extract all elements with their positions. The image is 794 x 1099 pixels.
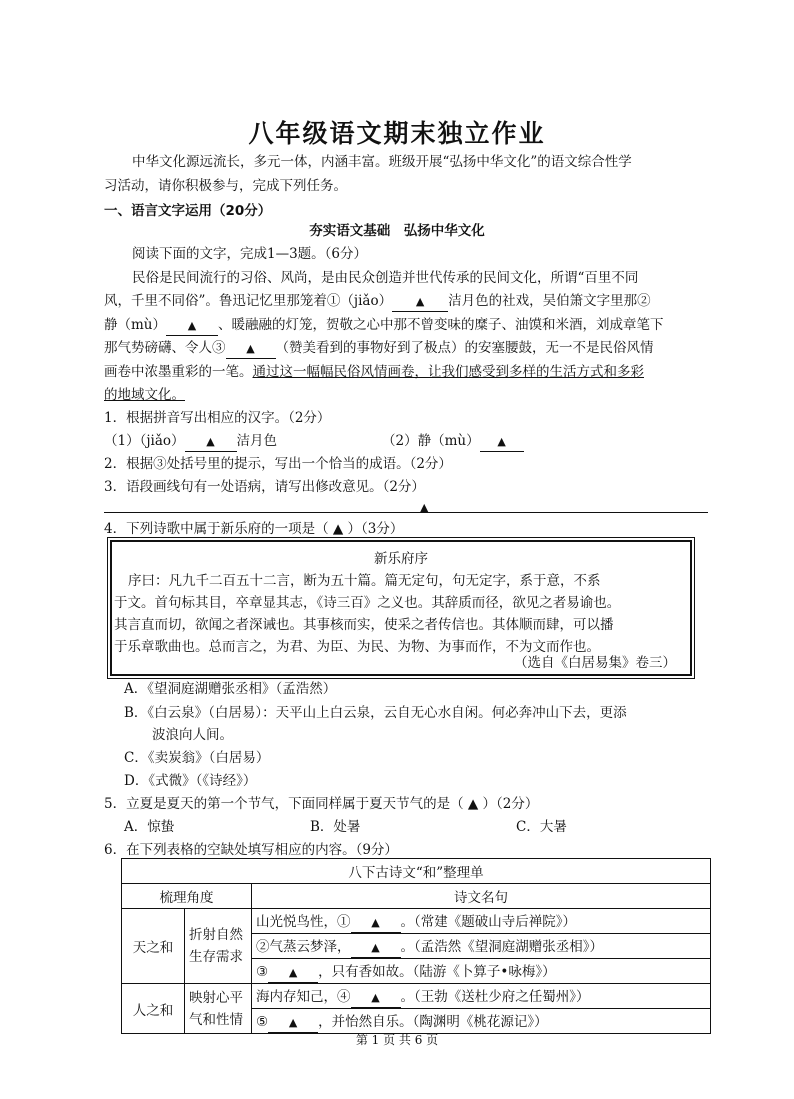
triangle-mark: ▲ <box>246 342 255 355</box>
passage-line-5a: 画卷中浓墨重彩的一笔。 <box>104 364 253 380</box>
row2-pre: ②气蒸云梦泽， <box>256 938 351 955</box>
preface-title: 新乐府序 <box>374 551 428 567</box>
question-3: 3．语段画线句有一处语病，请写出修改意见。（2分） <box>104 479 425 495</box>
triangle-mark: ▲ <box>187 319 197 332</box>
row5-pre: ⑤ <box>256 1013 269 1030</box>
passage-line-6: 的地域文化。 <box>104 387 185 403</box>
passage-line-4a: 那气势磅礴、令人③ <box>104 340 226 356</box>
table-row <box>252 909 711 934</box>
answer-blank-3[interactable] <box>226 339 276 359</box>
page-footer: 第 1 页 共 6 页 <box>355 1033 439 1047</box>
triangle-mark: ▲ <box>415 295 425 308</box>
row4-post: 。（王勃《送杜少府之任蜀州》） <box>400 988 590 1005</box>
passage-line-2 <box>104 288 651 314</box>
option-5a[interactable]: A．惊蛰 <box>124 819 175 835</box>
q1-item-b: （2）静（mù） <box>382 433 480 449</box>
table-row <box>252 984 711 1009</box>
table-row <box>252 934 711 959</box>
row2-post: 。（孟浩然《望洞庭湖赠张丞相》） <box>400 938 603 955</box>
intro-line-2: 习活动，请你积极参与，完成下列任务。 <box>104 178 347 194</box>
row3-post: ，只有香如故。（陆游《卜算子•咏梅》） <box>318 963 556 980</box>
passage-line-5 <box>104 359 644 385</box>
answer-blank-2[interactable] <box>166 316 218 336</box>
category-human-sub: 映射心平气和性情 <box>185 984 252 1034</box>
answer-blank-t2[interactable] <box>351 938 401 958</box>
passage-line-4b: （赞美看到的事物好到了极点）的安塞腰鼓，无一不是民俗风情 <box>275 340 654 356</box>
row5-post: ，并怡然自乐。（陶渊明《桃花源记》） <box>318 1013 548 1030</box>
passage-line-4 <box>104 335 654 361</box>
question-1: 1．根据拼音写出相应的汉字。（2分） <box>104 410 331 426</box>
answer-blank-t1[interactable] <box>351 913 401 933</box>
question-4: 4．下列诗歌中属于新乐府的一项是（ ▲ ）（3分） <box>104 521 404 537</box>
option-4c[interactable]: C．《卖炭翁》（白居易） <box>124 750 270 766</box>
question-5: 5．立夏是夏天的第一个节气，下面同样属于夏天节气的是（ ▲ ）（2分） <box>104 796 539 812</box>
category-heaven: 天之和 <box>122 909 185 984</box>
option-4b[interactable]: B．《白云泉》（白居易）：天平山上白云泉，云自无心水自闲。何必奔冲山下去，更添 <box>124 705 627 721</box>
answer-blank-t4[interactable] <box>351 988 401 1008</box>
category-heaven-sub: 折射自然生存需求 <box>185 909 252 984</box>
triangle-mark: ▲ <box>288 965 298 979</box>
question-2: 2．根据③处括号里的提示，写出一个恰当的成语。（2分） <box>104 456 452 472</box>
triangle-mark: ▲ <box>420 501 429 514</box>
poetry-table <box>121 858 711 1034</box>
option-5c[interactable]: C．大暑 <box>516 819 567 835</box>
table-header-angle: 梳理角度 <box>122 884 252 909</box>
triangle-mark: ▲ <box>371 915 380 929</box>
table-header-lines: 诗文名句 <box>252 884 711 909</box>
passage-line-3a: 静（mù） <box>104 317 166 333</box>
q1-item-a-tail: 洁月色 <box>236 433 278 449</box>
row1-post: 。（常建《题破山寺后禅院》） <box>400 913 576 930</box>
option-4d[interactable]: D．《式微》（《诗经》） <box>124 773 257 789</box>
answer-blank-t5[interactable] <box>268 1013 318 1033</box>
answer-blank-q1a[interactable] <box>185 432 237 452</box>
triangle-mark: ▲ <box>371 940 380 954</box>
question-6: 6．在下列表格的空缺处填写相应的内容。（9分） <box>104 842 398 858</box>
answer-blank-1[interactable] <box>392 292 448 312</box>
passage-line-1: 民俗是民间流行的习俗、风尚，是由民众创造并世代传承的民间文化，所谓“百里不同 <box>132 270 639 286</box>
preface-box <box>110 540 692 676</box>
preface-line-2: 于文。首句标其目，卒章显其志，《诗三百》之义也。其辞质而径，欲见之者易谕也。 <box>114 595 621 611</box>
triangle-mark: ▲ <box>288 1015 298 1029</box>
table-row <box>252 1009 711 1034</box>
category-human: 人之和 <box>122 984 185 1034</box>
triangle-mark: ▲ <box>497 435 506 448</box>
passage-line-2b: 洁月色的社戏，吴伯箫文字里那② <box>448 293 651 309</box>
preface-line-4: 于乐章歌曲也。总而言之，为君、为臣、为民、为物、为事而作，不为文而作也。 <box>114 639 600 655</box>
preface-source: （选自《白居易集》卷三） <box>514 655 676 671</box>
option-4a[interactable]: A．《望洞庭湖赠张丞相》（孟浩然） <box>124 681 337 697</box>
triangle-mark: ▲ <box>206 435 215 448</box>
option-5b[interactable]: B．处暑 <box>310 819 361 835</box>
row3-pre: ③ <box>256 963 269 980</box>
intro-line-1: 中华文化源远流长，多元一体，内涵丰富。班级开展“弘扬中华文化”的语文综合性学 <box>132 154 632 170</box>
section-subtitle: 夯实语文基础 弘扬中华文化 <box>309 223 485 239</box>
row4-pre: 海内存知己，④ <box>256 988 351 1005</box>
table-caption: 八下古诗文“和”整理单 <box>122 859 711 884</box>
preface-line-3: 其言直而切，欲闻之者深诫也。其事核而实，使采之者传信也。其体顺而肆，可以播 <box>114 617 614 633</box>
reading-instruction: 阅读下面的文字，完成1—3题。（6分） <box>132 246 368 262</box>
passage-line-2a: 风，千里不同俗”。鲁迅记忆里那笼着①（jiǎo） <box>104 293 393 309</box>
triangle-mark: ▲ <box>371 990 380 1004</box>
answer-line-marker <box>420 494 428 521</box>
passage-line-3b: 、暖融融的灯笼，贺敬之心中那不曾变味的糜子、油馍和米酒，刘成章笔下 <box>218 317 664 333</box>
row1-pre: 山光悦鸟性，① <box>256 913 351 930</box>
preface-line-1: 序曰：凡九千二百五十二言，断为五十篇。篇无定句，句无定字，系于意，不系 <box>128 573 601 589</box>
table-row <box>252 959 711 984</box>
underlined-sentence: 通过这一幅幅民俗风情画卷，让我们感受到多样的生活方式和多彩 <box>252 364 644 380</box>
answer-blank-q1b[interactable] <box>480 432 524 452</box>
page-title: 八年级语文期末独立作业 <box>248 119 546 148</box>
answer-blank-t3[interactable] <box>268 963 318 983</box>
q1-item-a: （1）（jiǎo） <box>104 433 185 449</box>
section-heading: 一、语言文字运用（20分） <box>104 203 272 219</box>
answer-line-q3[interactable] <box>104 512 708 513</box>
option-4b-cont: 波浪向人间。 <box>152 727 233 743</box>
